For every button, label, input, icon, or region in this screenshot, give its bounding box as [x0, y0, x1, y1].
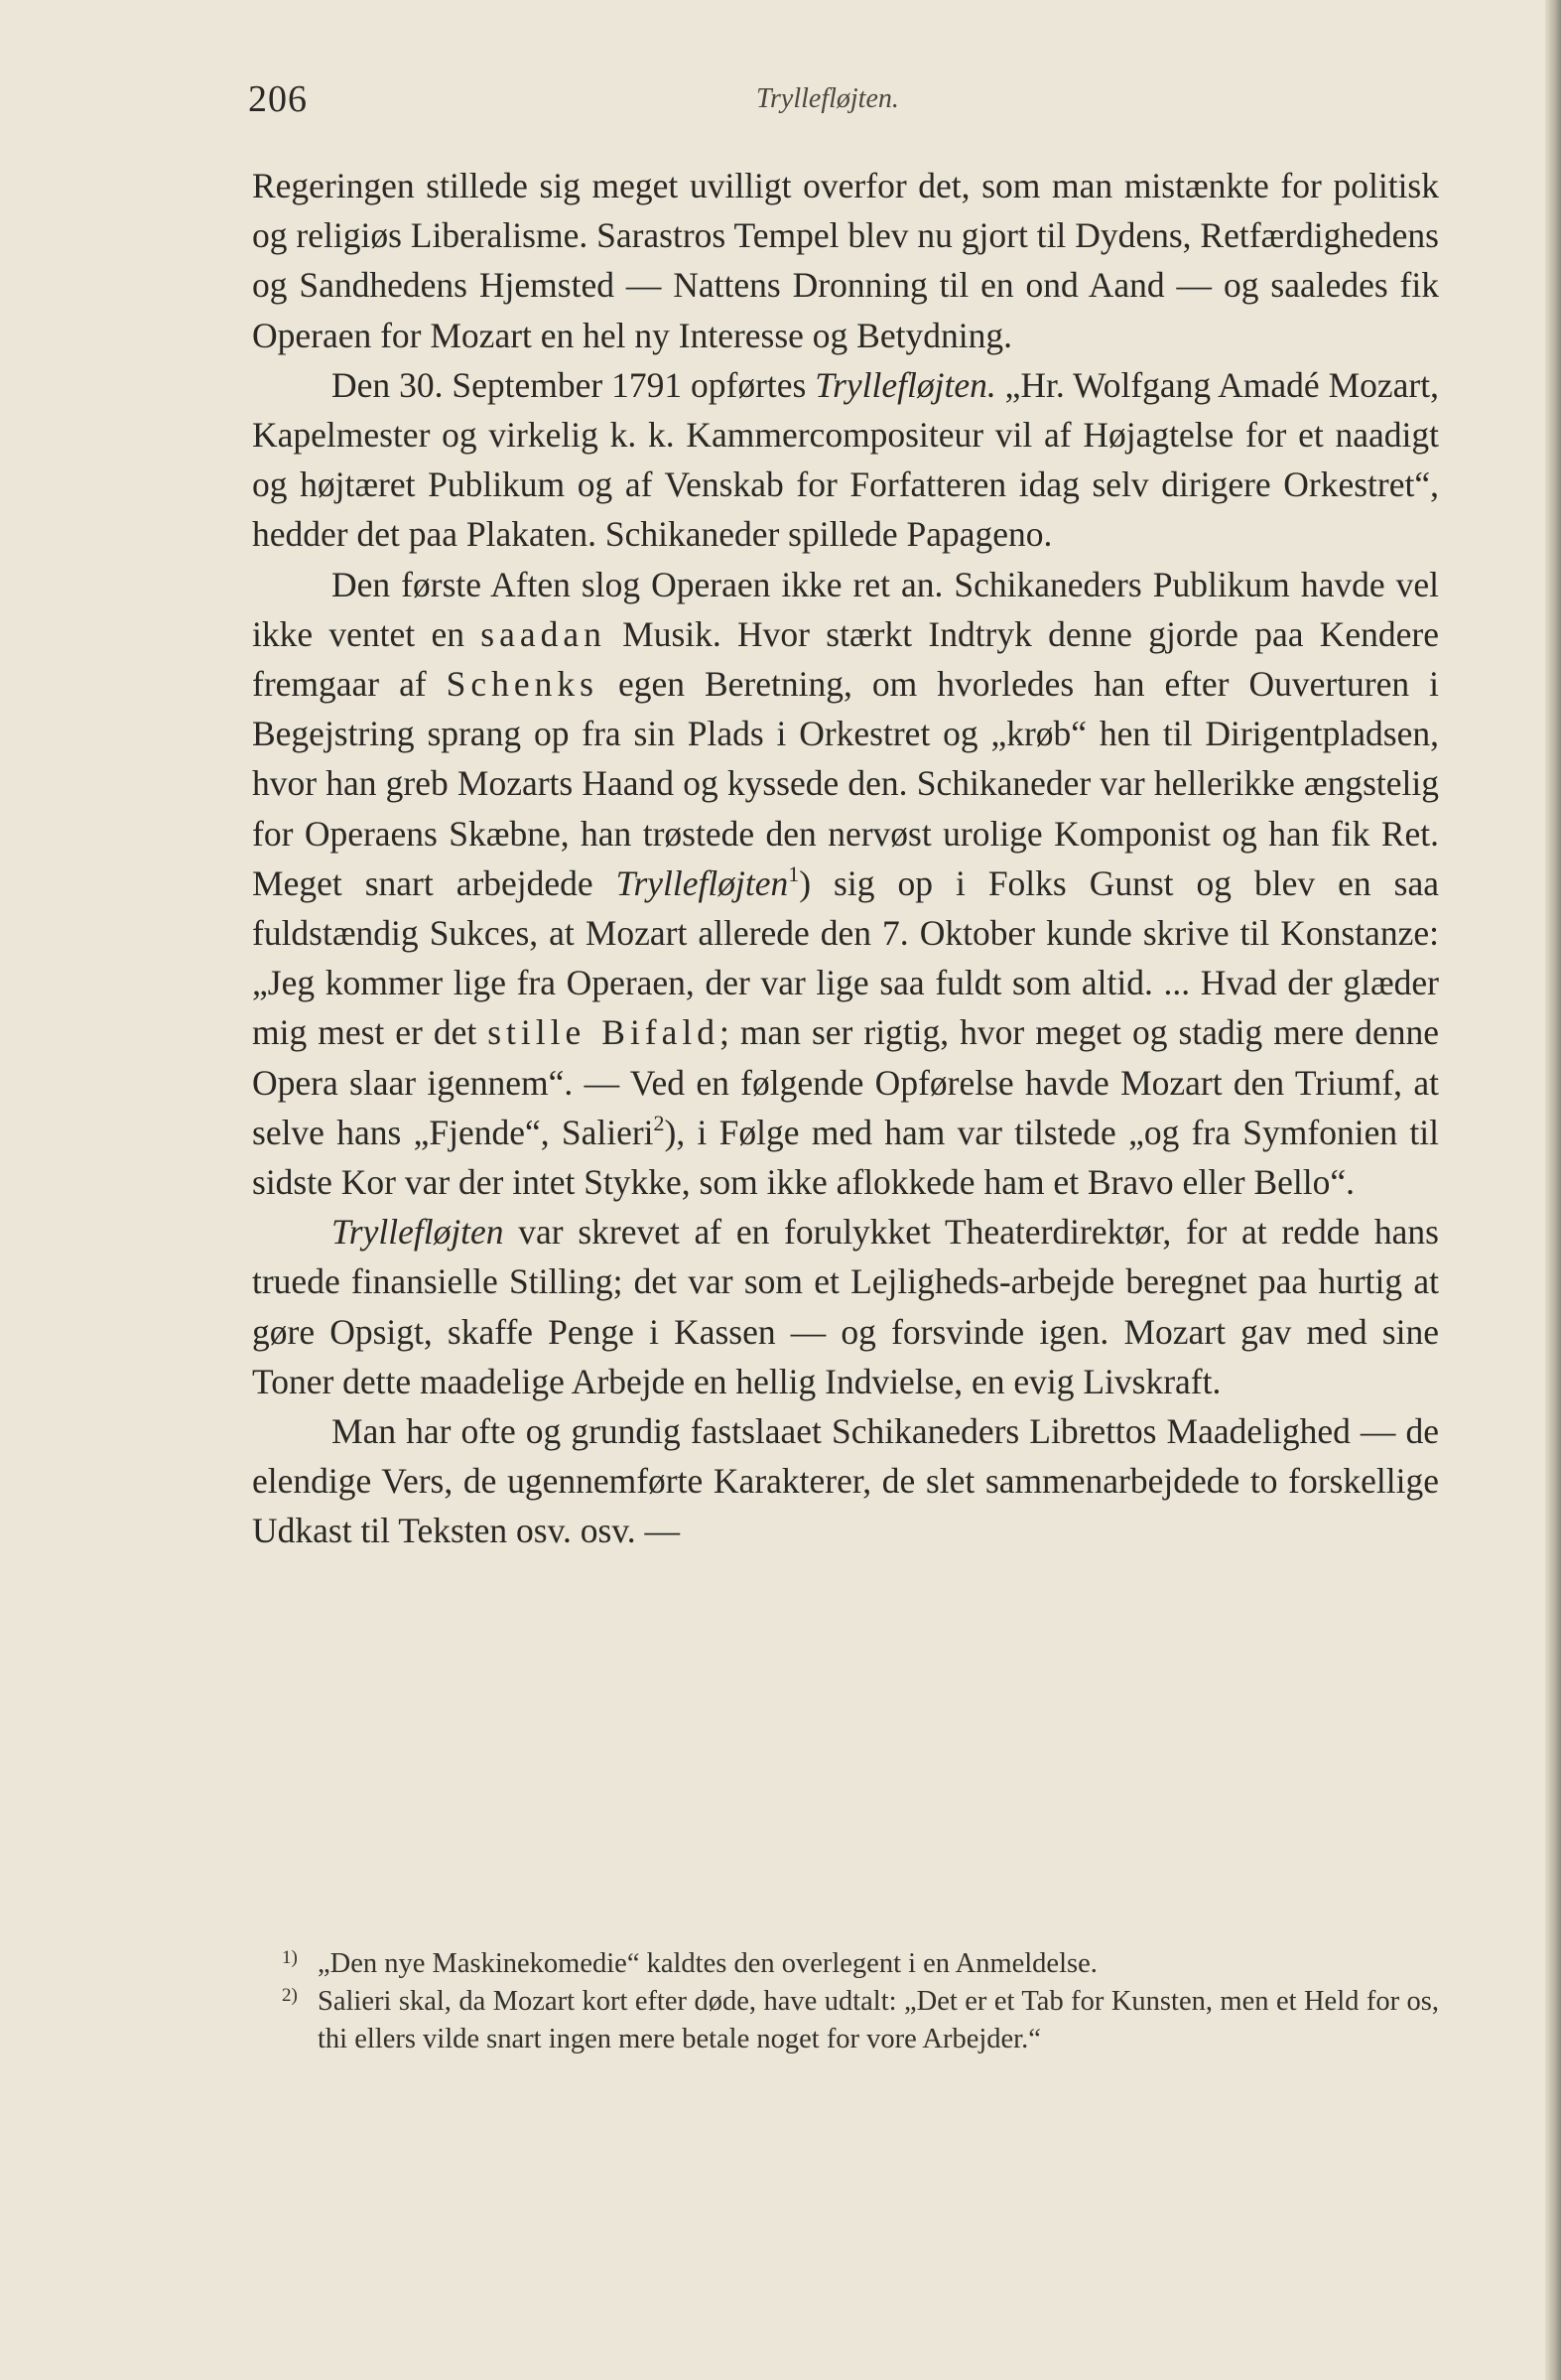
spaced-emphasis-saadan: saadan [480, 613, 606, 654]
footnote-text-1: „Den nye Maskinekomedie“ kaldtes den overlegent i en Anmeldelse. [318, 1948, 1098, 1979]
footnote-1 [278, 1945, 1439, 1983]
spaced-emphasis-stille-bifald: stille Bifald [487, 1012, 719, 1053]
work-title: Tryllefløjten. [815, 364, 996, 405]
paragraph-3-text-c: egen Beretning, om hvorledes han efter Ouverturen i Begejstring sprang op fra sin Plads i Orkestret og „krøb“ hen til Dirigentpladsen, hvor han greb Mozarts Haand og kyssede den. Schikaneder var hellerikke ængstelig for Operaens Skæbne, han trøstede den nervøst urolige Komponist og han fik Ret. Meget snart arbejdede [252, 664, 1439, 903]
page-number: 206 [248, 78, 308, 120]
paragraph-2 [252, 360, 1439, 560]
page-header [248, 77, 1439, 127]
work-title: Tryllefløjten [615, 862, 789, 903]
paragraph-4 [252, 1207, 1439, 1406]
paragraph-3-text-d: ) sig op i Folks Gunst og blev en saa fuldstændig Sukces, at Mozart allerede den 7. Oktober kunde skrive til Konstanze: „Jeg kommer lige fra Operaen, der var lige saa fuldt som altid. ... Hvad der glæder mig mest er det [252, 862, 1439, 1053]
footnote-ref-1[interactable]: 1 [788, 860, 800, 886]
work-title: Tryllefløjten [331, 1212, 504, 1253]
paragraph-3-text-b: Musik. Hvor stærkt Indtryk denne gjorde paa Kendere fremgaar af [252, 613, 1439, 705]
paragraph-4-text-a: var skrevet af en forulykket Theaterdirektør, for at redde hans truede finansielle Stilling; det var som et Lejligheds-arbejde beregnet paa hurtig at gøre Opsigt, skaffe Penge i Kassen — og forsvinde igen. Mozart gav med sine Toner dette maadelige Arbejde en hellig Indvielse, en evig Livskraft. [252, 1212, 1439, 1401]
footnote-text-2: Salieri skal, da Mozart kort efter døde, have udtalt: „Det er et Tab for Kunsten, men et Held for os, thi ellers vilde snart ingen mere betale noget for vore Arbejder.“ [318, 1986, 1439, 2054]
paragraph-5: Man har ofte og grundig fastslaaet Schikaneders Librettos Maadelighed — de elendige Vers, de ugennemførte Karakterer, de slet sammenarbejdede to forskellige Udkast til Teksten osv. osv. — [252, 1411, 1439, 1551]
page-edge-shadow [1545, 0, 1561, 2380]
paragraph-1: Regeringen stillede sig meget uvilligt overfor det, som man mistænkte for politisk og religiøs Liberalisme. Sarastros Tempel blev nu gjort til Dydens, Retfærdighedens og Sandhedens Hjemsted — Nattens Dronning til en ond Aand — og saaledes fik Operaen for Mozart en hel ny Interesse og Betydning. [252, 166, 1439, 355]
footnote-2 [278, 1983, 1439, 2058]
footnote-mark-1: 1) [282, 1947, 298, 1968]
footnotes [278, 1945, 1439, 2058]
footnote-mark-2: 2) [282, 1985, 298, 2006]
paragraph-3-text-f: ), i Følge med ham var tilstede „og fra Symfonien til sidste Kor var der intet Stykke, som ikke aflokkede ham et Bravo eller Bello“. [252, 1112, 1439, 1203]
paragraph-3-text-e: ; man ser rigtig, hvor meget og stadig mere denne Opera slaar igennem“. — Ved en følgende Opførelse havde Mozart den Triumf, at selve hans „Fjende“, Salieri [252, 1012, 1439, 1152]
paragraph-2-text-b: „Hr. Wolfgang Amadé Mozart, Kapelmester og virkelig k. k. Kammercompositeur vil af Højagtelse for et naadigt og højtæret Publikum og af Venskab for Forfatteren idag selv dirigere Orkestret“, hedder det paa Plakaten. Schikaneder spillede Papageno. [252, 364, 1439, 555]
paragraph-2-text-a: Den 30. September 1791 opførtes [331, 364, 816, 405]
body-text [252, 161, 1439, 1556]
footnote-ref-2[interactable]: 2 [653, 1110, 665, 1135]
paragraph-3-text-a: Den første Aften slog Operaen ikke ret an. Schikaneders Publikum havde vel ikke ventet en [252, 564, 1439, 654]
running-title: Tryllefløjten. [756, 83, 899, 114]
spaced-emphasis-schenks: Schenks [446, 664, 598, 705]
paragraph-3 [252, 560, 1439, 1208]
